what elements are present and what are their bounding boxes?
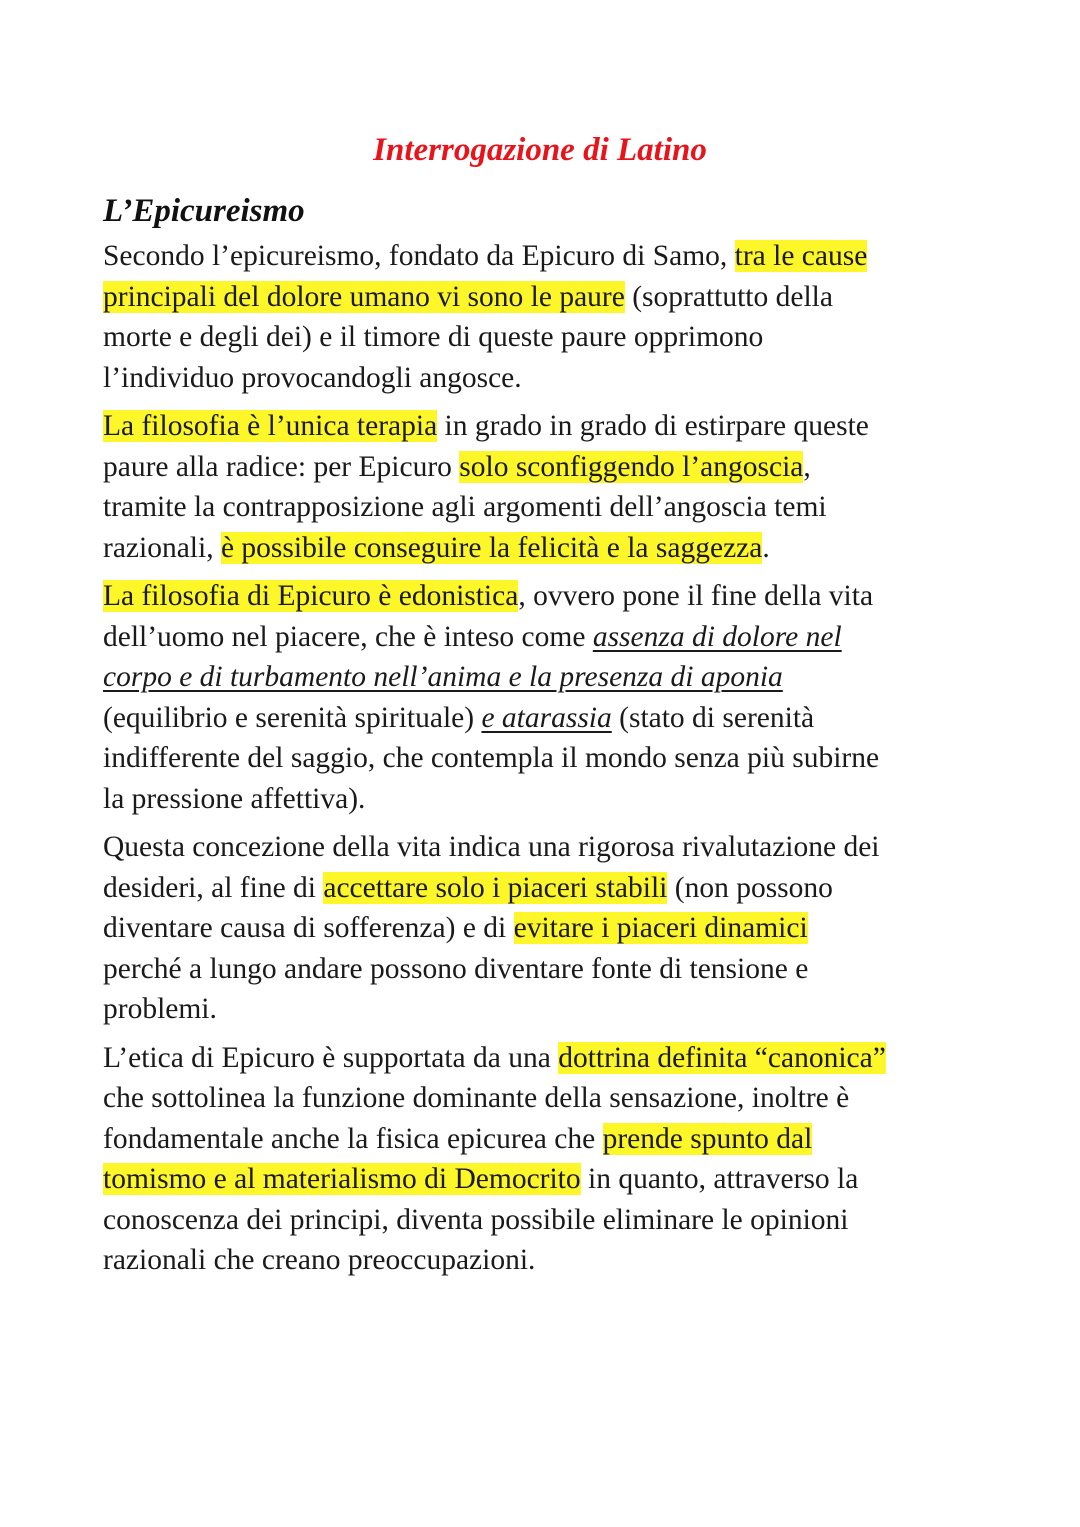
text-segment: indifferente del saggio, che contempla il mondo senza più subirne xyxy=(103,742,880,774)
text-line xyxy=(103,827,983,868)
text-line xyxy=(103,738,983,779)
text-segment: perché a lungo andare possono diventare fonte di tensione e xyxy=(103,952,809,985)
text-line xyxy=(103,1159,983,1200)
underlined-text: corpo e di turbamento nell’anima e la presenza di aponia xyxy=(103,661,783,693)
text-segment: in grado in grado di estirpare queste xyxy=(437,410,869,442)
text-line xyxy=(103,528,983,569)
text-segment: , ovvero pone il fine della vita xyxy=(518,580,874,612)
text-segment: conoscenza dei principi, diventa possibile eliminare le opinioni xyxy=(103,1203,849,1236)
paragraph-3 xyxy=(103,576,983,819)
text-line xyxy=(103,949,983,990)
highlighted-text: dottrina definita “canonica” xyxy=(558,1041,886,1074)
text-segment: tramite la contrapposizione agli argomenti dell’angoscia temi xyxy=(103,491,827,523)
text-line xyxy=(103,236,983,277)
paragraph-5 xyxy=(103,1038,983,1281)
paragraph-1 xyxy=(103,236,983,398)
text-line xyxy=(103,1078,983,1119)
text-line xyxy=(103,908,983,949)
text-line xyxy=(103,779,983,820)
text-line xyxy=(103,868,983,909)
text-segment: problemi. xyxy=(103,993,217,1025)
paragraph-list xyxy=(103,236,983,1281)
highlighted-text: evitare i piaceri dinamici xyxy=(513,912,808,944)
highlighted-text: tomismo e al materialismo di Democrito xyxy=(103,1163,581,1195)
text-segment: Secondo l’epicureismo, fondato da Epicuro di Samo, xyxy=(103,240,735,272)
highlighted-text: è possibile conseguire la felicità e la saggezza xyxy=(220,531,763,564)
text-segment: . xyxy=(762,531,770,564)
text-segment: morte e degli dei) e il timore di queste paure opprimono xyxy=(103,321,764,353)
paragraph-4 xyxy=(103,827,983,1030)
text-segment: la pressione affettiva). xyxy=(103,782,366,815)
text-line xyxy=(103,358,983,399)
highlighted-text: La filosofia è l’unica terapia xyxy=(103,410,438,442)
text-line xyxy=(103,277,983,318)
text-line xyxy=(103,657,983,698)
text-segment: Questa concezione della vita indica una rigorosa rivalutazione dei xyxy=(103,831,880,863)
text-line xyxy=(103,1240,983,1281)
highlighted-text: La filosofia di Epicuro è edonistica xyxy=(103,580,519,612)
document-body xyxy=(103,190,983,1289)
text-segment: (stato di serenità xyxy=(611,701,815,734)
text-segment: diventare causa di sofferenza) e di xyxy=(103,912,514,944)
text-segment: razionali, xyxy=(103,531,221,564)
highlighted-text: principali del dolore umano vi sono le paure xyxy=(103,280,625,313)
text-segment: che sottolinea la funzione dominante della sensazione, inoltre è xyxy=(103,1082,850,1114)
text-segment: razionali che creano preoccupazioni. xyxy=(103,1244,536,1276)
text-line xyxy=(103,1038,983,1079)
text-segment: dell’uomo nel piacere, che è inteso come xyxy=(103,620,593,653)
text-line xyxy=(103,1200,983,1241)
text-segment: in quanto, attraverso la xyxy=(580,1163,859,1195)
highlighted-text: solo sconfiggendo l’angoscia xyxy=(459,450,804,483)
text-line xyxy=(103,487,983,528)
section-title: L’Epicureismo xyxy=(103,193,305,229)
text-line xyxy=(103,576,983,617)
underlined-text: e atarassia xyxy=(481,701,612,734)
text-line xyxy=(103,1119,983,1160)
text-segment: (equilibrio e serenità spirituale) xyxy=(103,701,482,734)
text-segment: paure alla radice: per Epicuro xyxy=(103,450,460,483)
text-line xyxy=(103,406,983,447)
text-line xyxy=(103,447,983,488)
paragraph-2 xyxy=(103,406,983,568)
text-segment: desideri, al fine di xyxy=(103,871,324,904)
text-line xyxy=(103,698,983,739)
highlighted-text: accettare solo i piaceri stabili xyxy=(323,871,668,904)
text-segment: l’individuo provocandogli angosce. xyxy=(103,361,522,394)
document-title: Interrogazione di Latino xyxy=(373,132,707,168)
text-segment: (soprattutto della xyxy=(624,280,833,313)
text-line xyxy=(103,317,983,358)
text-segment: L’etica di Epicuro è supportata da una xyxy=(103,1041,559,1074)
underlined-text: assenza di dolore nel xyxy=(592,620,842,653)
highlighted-text: prende spunto dal xyxy=(602,1122,813,1155)
highlighted-text: tra le cause xyxy=(734,240,868,272)
text-segment: , xyxy=(803,450,811,483)
text-segment: (non possono xyxy=(667,871,833,904)
text-line xyxy=(103,989,983,1030)
text-line xyxy=(103,617,983,658)
text-segment: fondamentale anche la fisica epicurea che xyxy=(103,1122,603,1155)
